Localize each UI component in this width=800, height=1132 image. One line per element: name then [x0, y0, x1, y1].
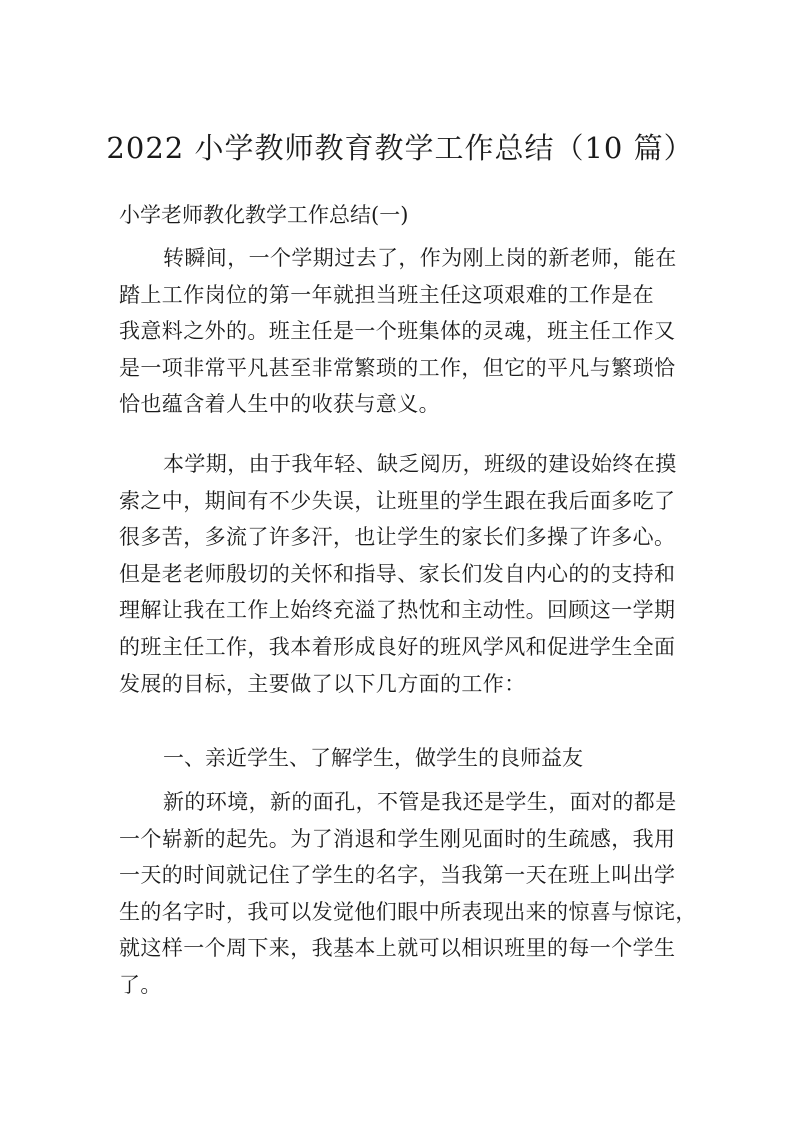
paragraph-line: 生的名字时，我可以发觉他们眼中所表现出来的惊喜与惊诧， [119, 899, 697, 924]
paragraph-line: 索之中，期间有不少失误，让班里的学生跟在我后面多吃了 [119, 488, 676, 513]
paragraph-line: 新的环境，新的面孔，不管是我还是学生，面对的都是 [163, 790, 677, 814]
subheading: 一、亲近学生、了解学生，做学生的良师益友 [163, 746, 583, 770]
paragraph-3 [119, 784, 697, 1004]
paragraph-line: 理解让我在工作上始终充溢了热忱和主动性。回顾这一学期 [119, 598, 676, 623]
paragraph-line: 踏上工作岗位的第一年就担当班主任这项艰难的工作是在 [119, 282, 654, 307]
paragraph-line: 了。 [119, 972, 162, 997]
paragraph-line: 我意料之外的。班主任是一个班集体的灵魂，班主任工作又 [119, 319, 676, 344]
section-heading: 小学老师教化教学工作总结(一) [119, 203, 409, 227]
paragraph-line: 本学期，由于我年轻、缺乏阅历，班级的建设始终在摸 [163, 452, 677, 476]
paragraph-line: 发展的目标，主要做了以下几方面的工作： [119, 671, 526, 696]
paragraph-2 [119, 446, 685, 702]
paragraph-line: 但是老老师殷切的关怀和指导、家长们发自内心的的支持和 [119, 561, 676, 586]
paragraph-line: 就这样一个周下来，我基本上就可以相识班里的每一个学生 [119, 936, 676, 961]
paragraph-line: 的班主任工作，我本着形成良好的班风学风和促进学生全面 [119, 634, 676, 659]
paragraph-line: 一个崭新的起先。为了消退和学生刚见面时的生疏感，我用 [119, 826, 676, 851]
paragraph-line: 一天的时间就记住了学生的名字，当我第一天在班上叫出学 [119, 863, 676, 888]
paragraph-1 [119, 240, 685, 423]
paragraph-line: 是一项非常平凡甚至非常繁琐的工作，但它的平凡与繁琐恰 [119, 355, 676, 380]
document-title: 2022 小学教师教育教学工作总结（10 篇） [106, 131, 694, 165]
paragraph-line: 很多苦，多流了许多汗，也让学生的家长们多操了许多心。 [119, 525, 676, 550]
paragraph-line: 恰也蕴含着人生中的收获与意义。 [119, 392, 440, 417]
paragraph-line: 转瞬间，一个学期过去了，作为刚上岗的新老师，能在 [163, 246, 677, 270]
